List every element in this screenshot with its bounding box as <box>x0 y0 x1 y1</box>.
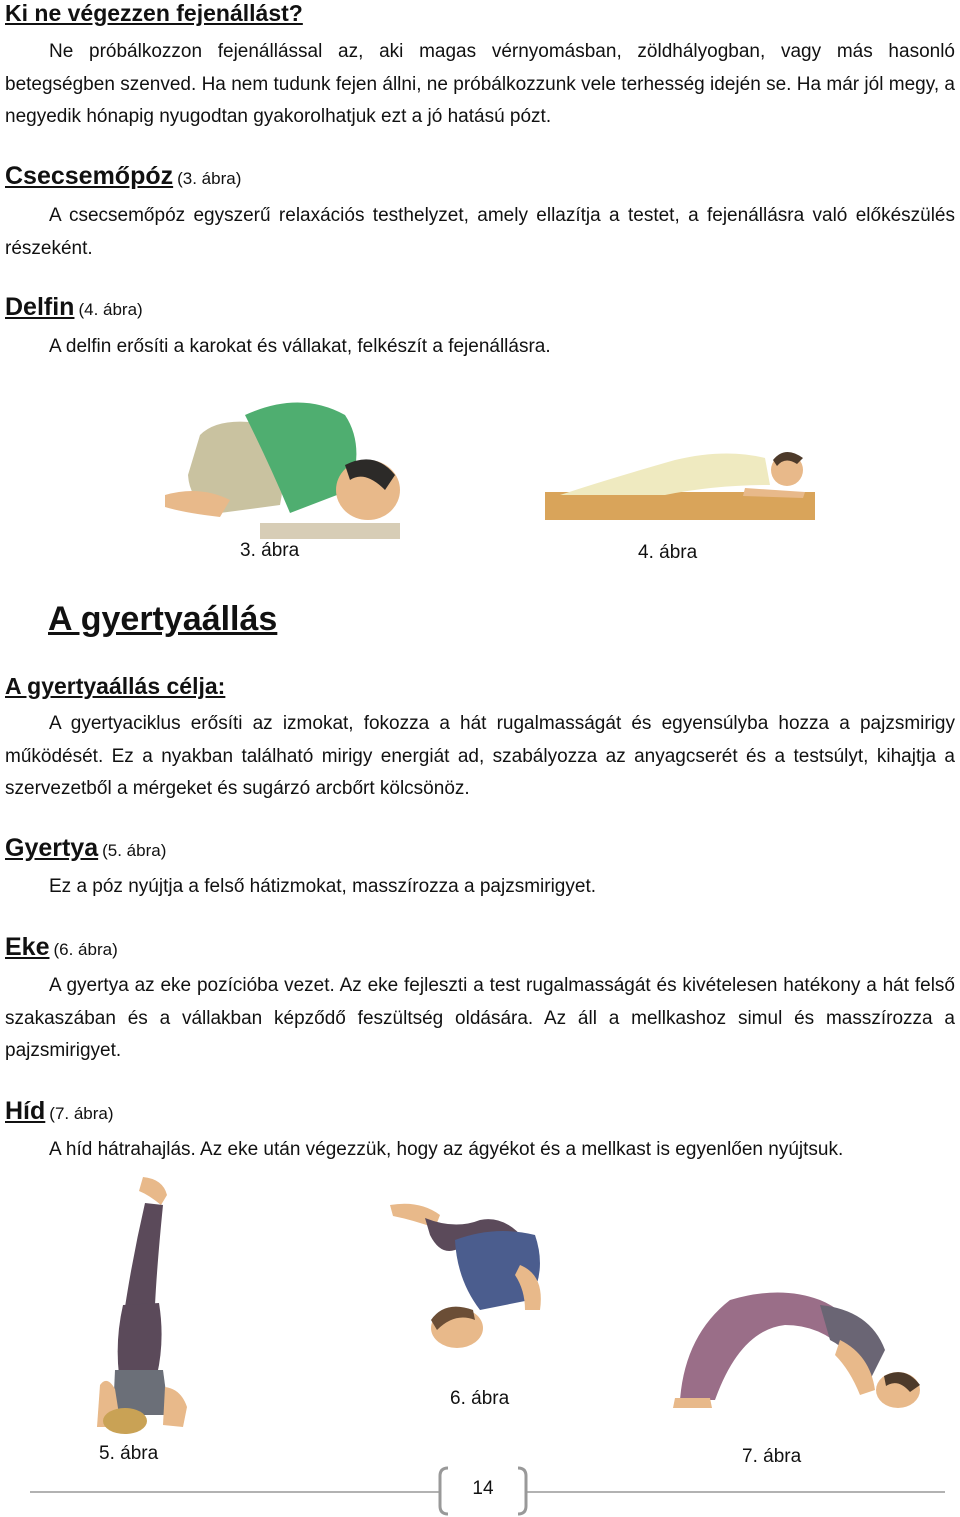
pose-text-csecsemopoz: A csecsemőpóz egyszerű relaxációs testhelyzet, amely ellazítja a testet, a fejenállásra való előkészülés részeként. <box>5 205 955 259</box>
feet-shape <box>673 1398 712 1408</box>
pose-ref: (6. ábra) <box>53 940 118 959</box>
pose-ref: (7. ábra) <box>49 1104 114 1123</box>
pose-name: Gyertya <box>5 834 99 862</box>
figure-caption-7: 7. ábra <box>742 1446 802 1467</box>
pose-heading-delfin <box>5 293 143 322</box>
pose-heading-hid <box>5 1097 114 1126</box>
pose-name: Eke <box>5 933 50 961</box>
bridge-pose-illustration <box>670 1280 930 1430</box>
figure-caption-4: 4. ábra <box>638 542 698 563</box>
head-shape <box>103 1408 147 1434</box>
pose-text-eke: A gyertya az eke pozícióba vezet. Az eke fejleszti a test rugalmasságát és kivételesen hatékony a hát felső szakaszában és a vállakban képződő feszültség oldására. Az áll a mellkashoz simul és masszírozza a pajzsmirigyet. <box>5 975 955 1061</box>
pose-ref: (4. ábra) <box>78 300 143 319</box>
pose-heading-gyertya <box>5 834 166 863</box>
shoulder-stand-illustration <box>85 1175 195 1435</box>
floor-shadow <box>260 523 400 539</box>
arm-right-shape <box>163 1387 187 1427</box>
pose-ref: (5. ábra) <box>102 841 167 860</box>
dolphin-pose-illustration <box>545 430 815 525</box>
pose-name: Csecsemőpóz <box>5 162 174 190</box>
pose-text-gyertya: Ez a póz nyújtja a felső hátizmokat, masszírozza a pajzsmirigyet. <box>49 876 597 897</box>
warning-title: Ki ne végezzen fejenállást? <box>5 0 303 26</box>
pose-ref: (3. ábra) <box>177 169 242 188</box>
pose-heading-eke <box>5 933 118 962</box>
hips-shape <box>118 1303 162 1375</box>
clothing-shape <box>560 453 770 495</box>
pose-text-delfin: A delfin erősíti a karokat és vállakat, felkészít a fejenállásra. <box>49 336 551 357</box>
figure-caption-6: 6. ábra <box>450 1388 510 1409</box>
section-title: A gyertyaállás <box>48 600 278 638</box>
pose-heading-csecsemopoz <box>5 162 241 191</box>
pose-name: Delfin <box>5 293 75 321</box>
legs-shape <box>125 1203 163 1307</box>
feet-shape <box>139 1177 167 1205</box>
goal-heading: A gyertyaállás célja: <box>5 673 226 699</box>
page-number: 14 <box>472 1478 494 1499</box>
plough-pose-illustration <box>385 1200 555 1360</box>
figure-caption-3: 3. ábra <box>240 540 300 561</box>
child-pose-illustration <box>160 395 405 545</box>
warning-text: Ne próbálkozzon fejenállással az, aki magas vérnyomásban, zöldhályogban, vagy más hasonló betegségben szenved. Ha nem tudunk fejen állni, ne próbálkozzunk vele terhesség idején se. Ha már jól megy, a negyedik hónapig nyugodtan gyakorolhatjuk ezt a jó hatású pózt. <box>5 41 955 127</box>
goal-text: A gyertyaciklus erősíti az izmokat, fokozza a hát rugalmasságát és egyensúlyba hozza a pajzsmirigy működését. Ez a nyakban található mirigy energiát ad, szabályozza az anyagcserét és a testsúlyt, kihajtja a szervezetből a mérgeket és sugárzó arcbőrt kölcsönöz. <box>5 713 955 799</box>
pose-name: Híd <box>5 1097 46 1125</box>
figure-caption-5: 5. ábra <box>99 1443 159 1464</box>
pose-text-hid: A híd hátrahajlás. Az eke után végezzük, hogy az ágyékot és a mellkast is egyenlően nyújtsuk. <box>49 1139 844 1160</box>
